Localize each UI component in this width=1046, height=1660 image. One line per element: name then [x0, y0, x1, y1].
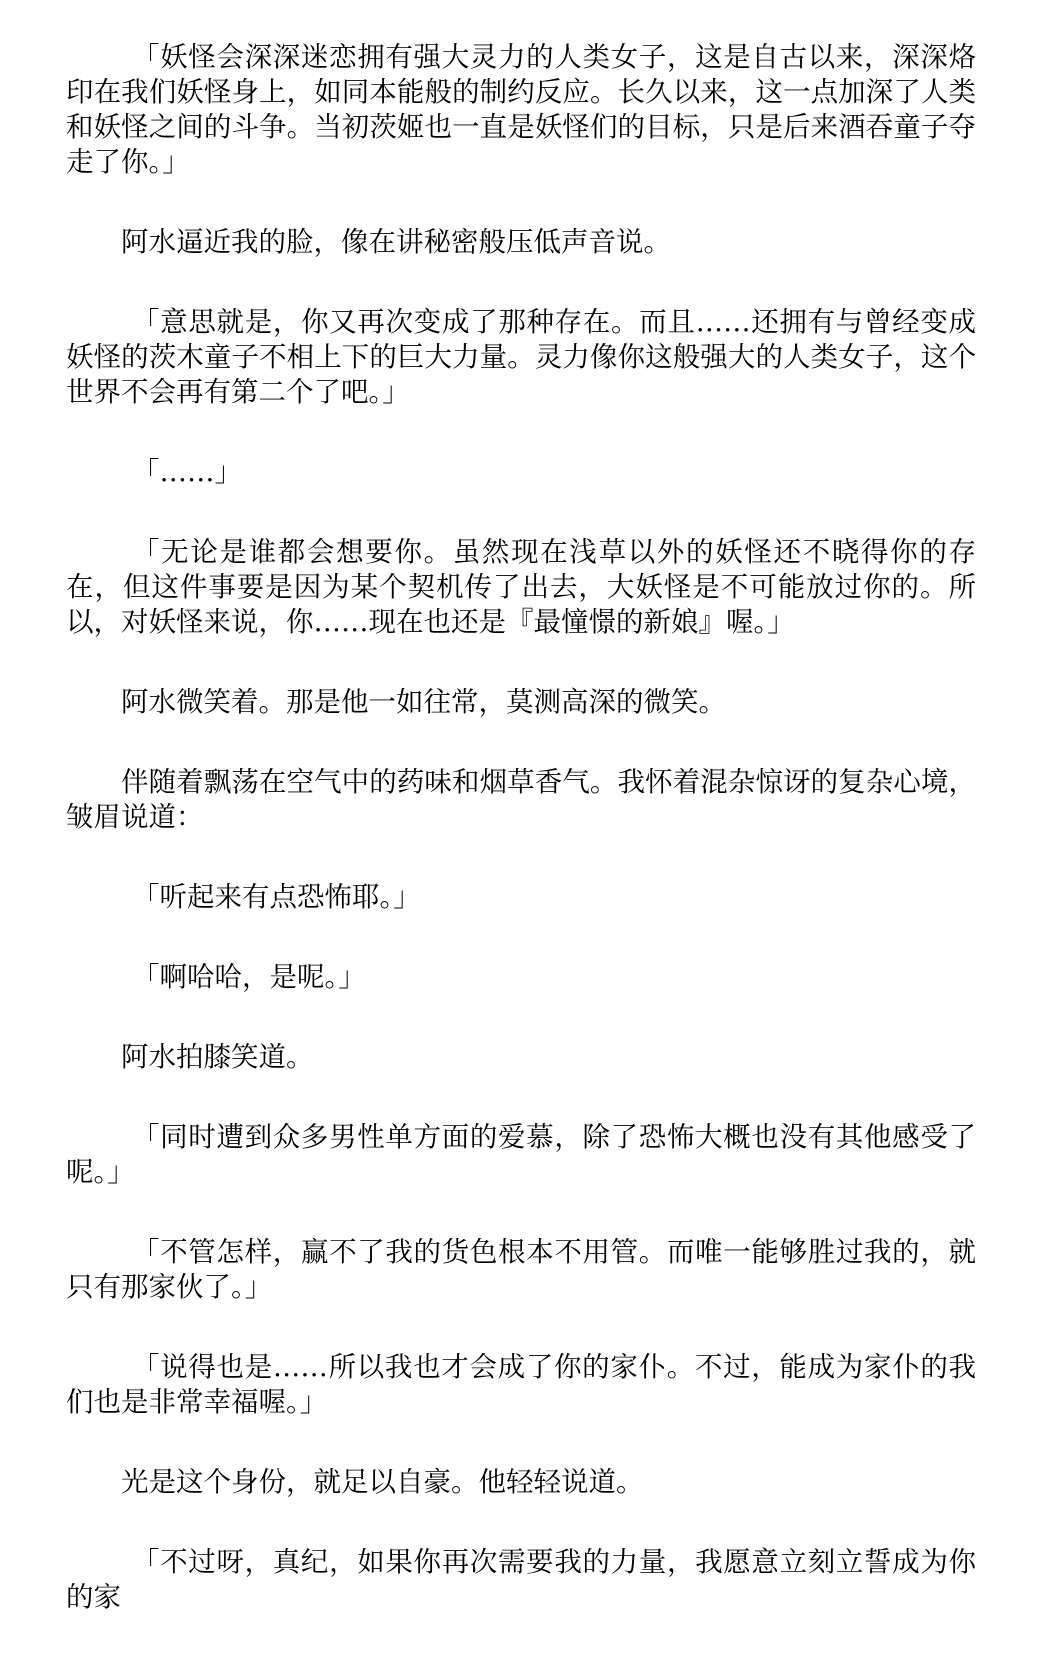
paragraph-10: 阿水拍膝笑道。 — [121, 1041, 314, 1073]
paragraph-5: 「无论是谁都会想要你。虽然现在浅草以外的妖怪还不晓得你的存在，但这件事要是因为某个契机传了出去，大妖怪是不可能放过你的。所以，对妖怪来说，你……现在也还是『最憧憬的新娘』喔。」 — [66, 536, 976, 638]
paragraph-6: 阿水微笑着。那是他一如往常，莫测高深的微笑。 — [121, 686, 726, 718]
paragraph-13: 「说得也是……所以我也才会成了你的家仆。不过，能成为家仆的我们也是非常幸福喔。」 — [66, 1351, 976, 1418]
paragraph-9: 「啊哈哈，是呢。」 — [132, 961, 366, 993]
paragraph-12: 「不管怎样，赢不了我的货色根本不用管。而唯一能够胜过我的，就只有那家伙了。」 — [66, 1236, 976, 1303]
paragraph-1: 「妖怪会深深迷恋拥有强大灵力的人类女子，这是自古以来，深深烙印在我们妖怪身上，如同本能般的制约反应。长久以来，这一点加深了人类和妖怪之间的斗争。当初茨姬也一直是妖怪们的目标，只是后来酒吞童子夺走了你。」 — [66, 41, 976, 178]
paragraph-14: 光是这个身份，就足以自豪。他轻轻说道。 — [121, 1466, 644, 1498]
paragraph-15: 「不过呀，真纪，如果你再次需要我的力量，我愿意立刻立誓成为你的家 — [66, 1546, 976, 1613]
paragraph-3: 「意思就是，你又再次变成了那种存在。而且……还拥有与曾经变成妖怪的茨木童子不相上下的巨大力量。灵力像你这般强大的人类女子，这个世界不会再有第二个了吧。」 — [66, 306, 976, 408]
paragraph-2: 阿水逼近我的脸，像在讲秘密般压低声音说。 — [121, 226, 671, 258]
paragraph-4: 「……」 — [132, 456, 242, 488]
paragraph-11: 「同时遭到众多男性单方面的爱慕，除了恐怖大概也没有其他感受了呢。」 — [66, 1121, 976, 1188]
paragraph-8: 「听起来有点恐怖耶。」 — [132, 881, 421, 913]
paragraph-7: 伴随着飘荡在空气中的药味和烟草香气。我怀着混杂惊讶的复杂心境，皱眉说道： — [66, 766, 976, 833]
document-page — [66, 40, 976, 1660]
